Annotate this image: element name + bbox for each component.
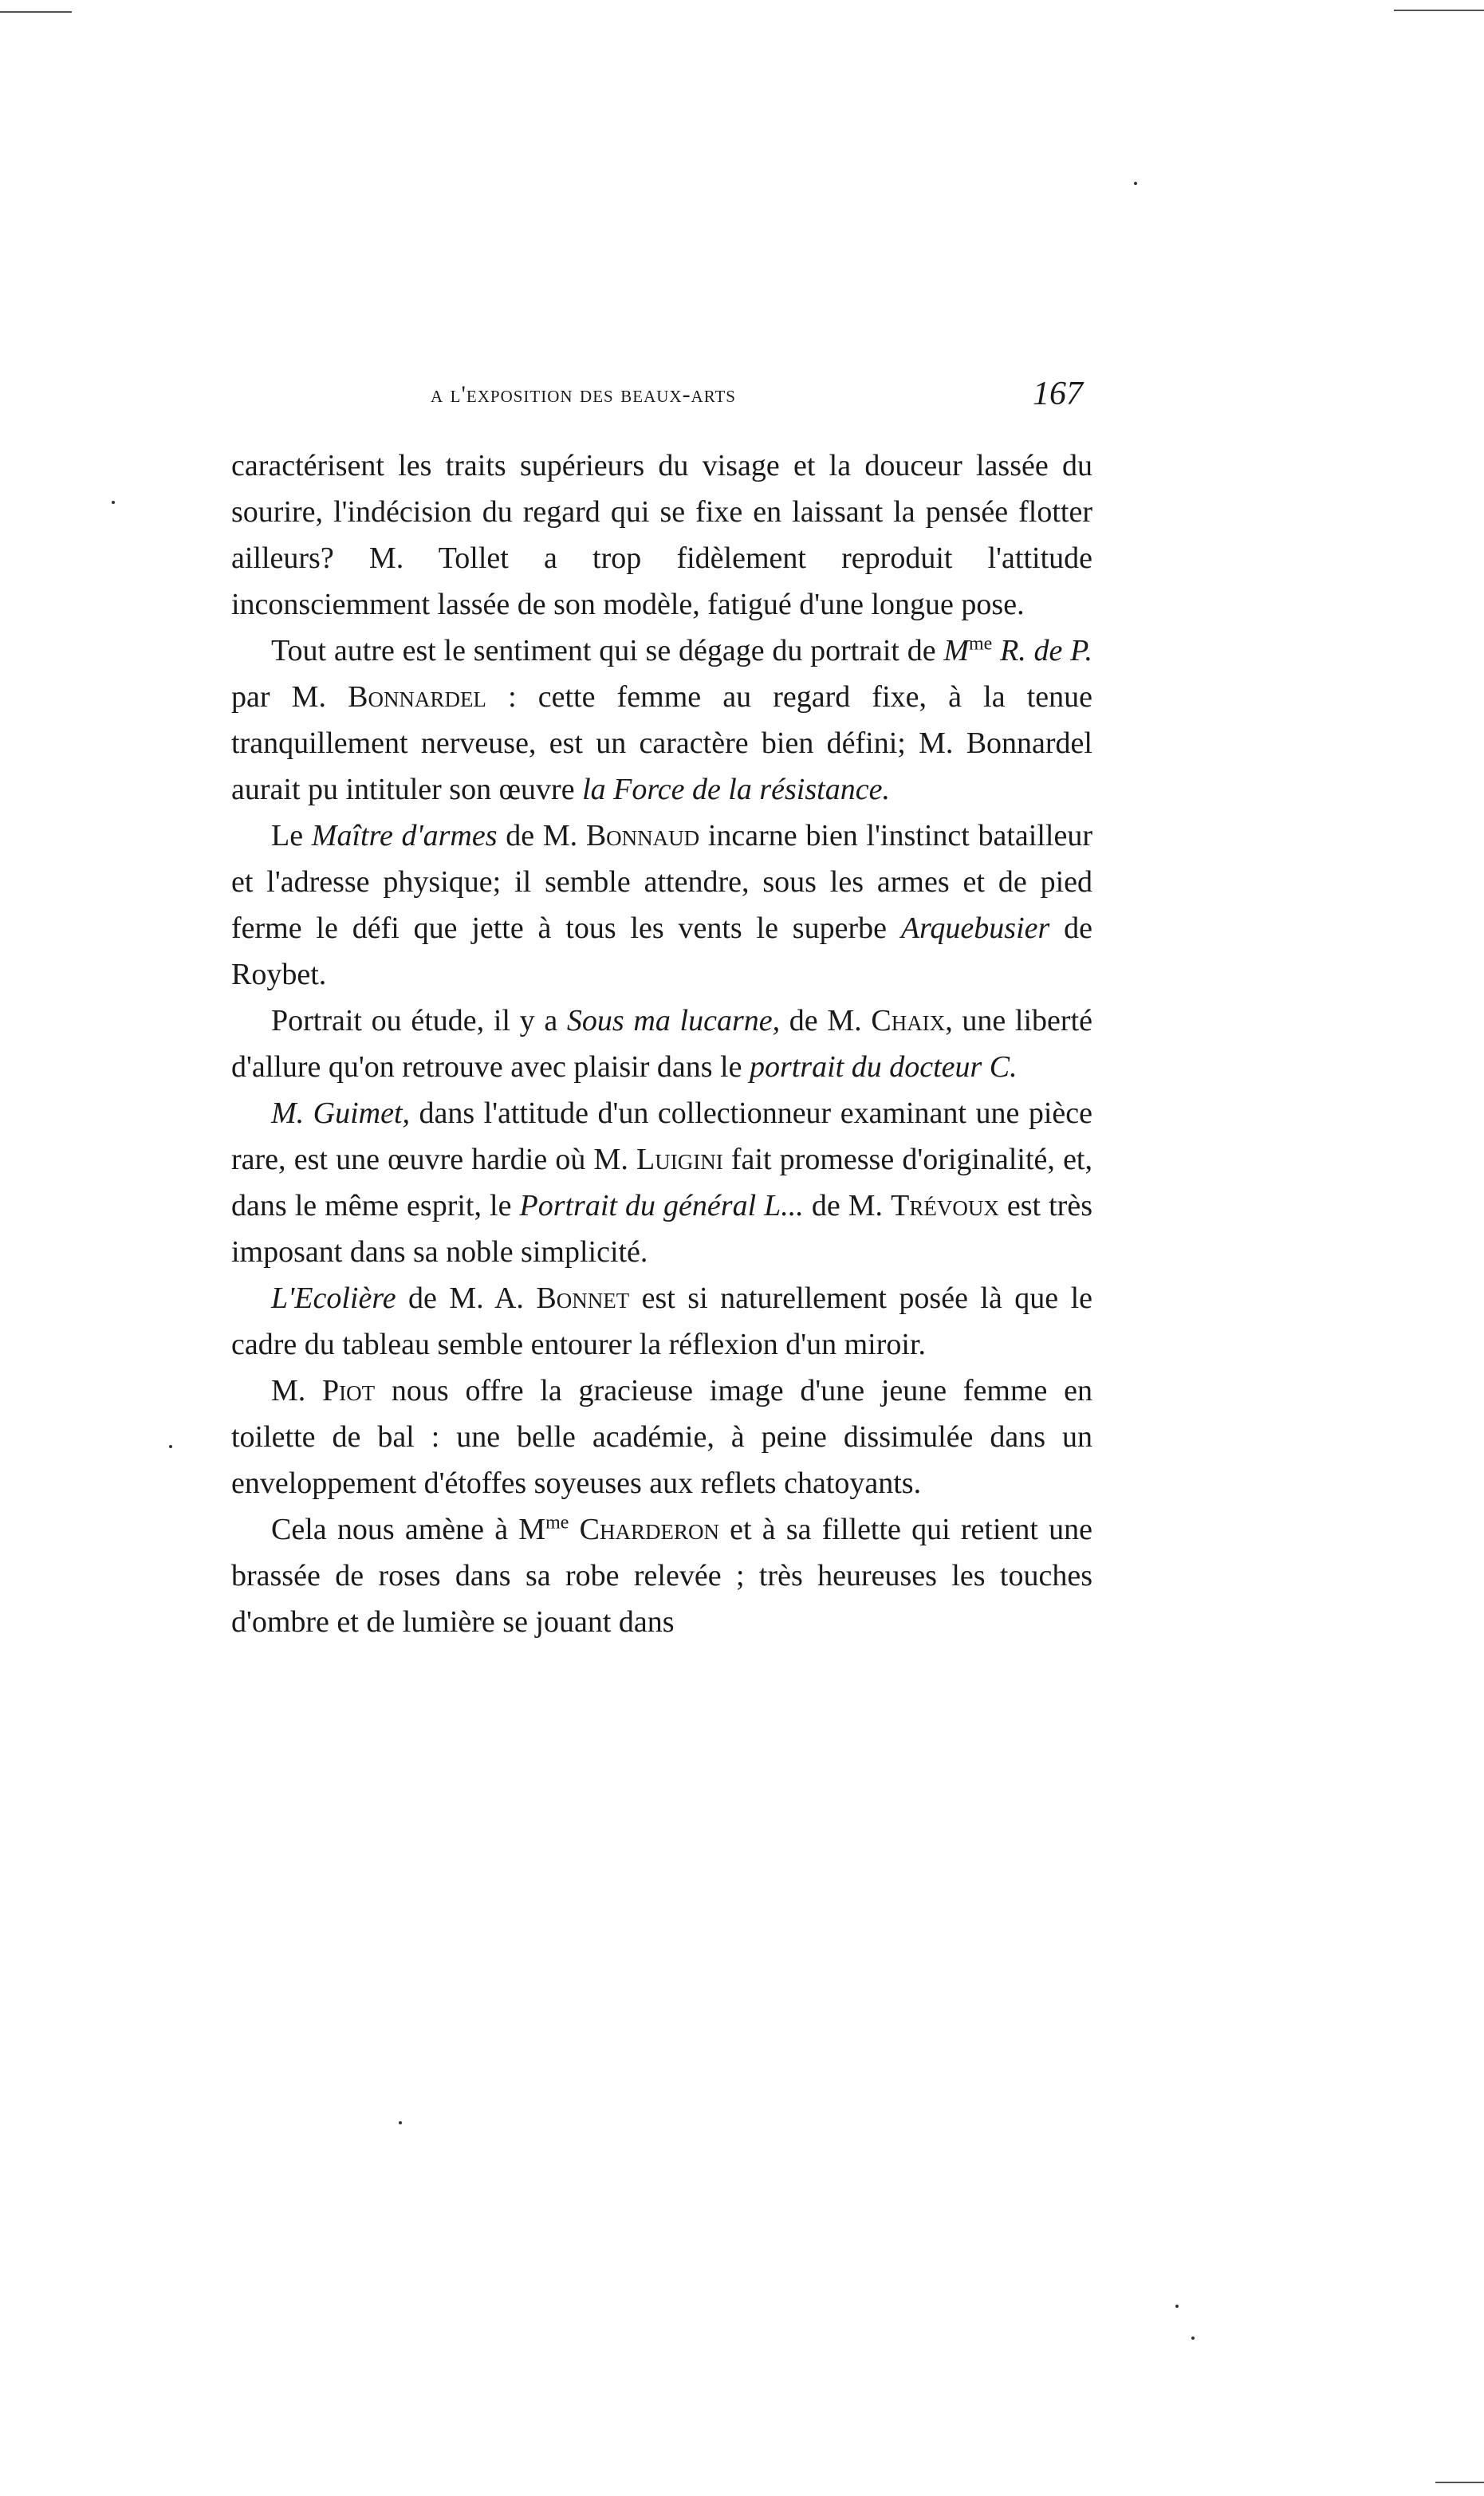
- text-run: de M. A.: [396, 1281, 537, 1315]
- paragraph: [231, 1506, 1092, 1645]
- text-run: M. Guimet,: [271, 1096, 411, 1130]
- paragraph: [231, 628, 1092, 813]
- text-run: caractérisent les traits supérieurs du visage et la douceur lassée du sourire, l'indécision du regard qui se fixe en laissant la pensée flotter ailleurs? M. Tollet a trop fidèlement reproduit l'attitude inconsciemment lassée de son modèle, fatigué d'une longue pose.: [231, 449, 1092, 621]
- text-run: [569, 1513, 579, 1546]
- text-block: [231, 443, 1092, 1645]
- text-run: : cette femme au regard fixe, à la tenue tranquillement nerveuse, est un caractère bien défini; M. Bonnardel aurait pu intituler son œuvre: [231, 680, 1093, 806]
- running-title: a l'exposition des beaux-arts: [431, 381, 736, 407]
- paragraph: [231, 998, 1092, 1090]
- speck: [169, 1445, 172, 1448]
- text-run: Cela nous amène à M: [271, 1513, 546, 1546]
- speck: [1134, 182, 1137, 185]
- speck: [399, 2121, 402, 2124]
- text-run: est très imposant dans sa noble simplicité.: [231, 1189, 1092, 1269]
- speck: [1191, 2337, 1195, 2340]
- top-left-edge-line: [0, 11, 72, 13]
- top-right-edge-line: [1394, 10, 1484, 11]
- text-run: Tout autre est le sentiment qui se dégage du portrait de: [271, 634, 944, 667]
- text-run: dans l'attitude d'un collectionneur examinant une pièce rare, est une œuvre hardie où M.: [231, 1096, 1092, 1176]
- text-run: Arquebusier: [900, 911, 1050, 945]
- text-run: Chaix: [871, 1004, 946, 1037]
- text-run: Portrait ou étude, il y a: [271, 1004, 567, 1037]
- text-run: Portrait du général L...: [519, 1189, 804, 1222]
- running-head: [231, 376, 1092, 429]
- text-run: par M.: [231, 680, 348, 714]
- page-number: 167: [1033, 376, 1083, 412]
- text-run: de M.: [780, 1004, 872, 1037]
- text-run: Luigini: [636, 1143, 723, 1176]
- paragraph: [231, 813, 1092, 998]
- speck: [112, 501, 115, 504]
- text-run: me: [545, 1512, 569, 1533]
- text-run: Maître d'armes: [311, 819, 498, 852]
- text-run: et à sa fillette qui retient une brassée de roses dans sa robe relevée ; très heureuses les touches d'ombre et de lumière se jouant dans: [231, 1513, 1093, 1639]
- text-run: Sous ma lucarne,: [566, 1004, 781, 1037]
- text-run: portrait du docteur C.: [749, 1050, 1018, 1084]
- text-run: , une liberté d'allure qu'on retrouve avec plaisir dans le: [231, 1004, 1092, 1084]
- text-run: de Roybet.: [231, 911, 1093, 991]
- text-run: Bonnaud: [585, 819, 700, 852]
- text-run: Trévoux: [891, 1189, 999, 1222]
- text-run: L'Ecolière: [271, 1281, 396, 1315]
- text-run: de M.: [803, 1189, 892, 1222]
- text-run: de M.: [497, 819, 586, 852]
- text-run: Bonnardel: [348, 680, 486, 714]
- text-run: incarne bien l'instinct batailleur et l'adresse physique; il semble attendre, sous les armes et de pied ferme le défi que jette à tous les vents le superbe: [231, 819, 1092, 945]
- speck: [1175, 2305, 1179, 2308]
- text-run: Bonnet: [536, 1281, 630, 1315]
- paragraph: [231, 443, 1092, 628]
- text-run: Charderon: [579, 1513, 719, 1546]
- text-run: R. de P.: [992, 634, 1092, 667]
- bottom-right-edge-line: [1435, 2482, 1484, 2483]
- text-run: Piot: [322, 1374, 376, 1407]
- text-run: me: [968, 633, 993, 655]
- paragraph: [231, 1275, 1092, 1368]
- paragraph: [231, 1090, 1092, 1275]
- text-run: est si naturellement posée là que le cadre du tableau semble entourer la réflexion d'un miroir.: [231, 1281, 1092, 1361]
- text-run: M.: [271, 1374, 323, 1407]
- paragraph: [231, 1368, 1092, 1506]
- text-run: nous offre la gracieuse image d'une jeune femme en toilette de bal : une belle académie, à peine dissimulée dans un enveloppement d'étoffes soyeuses aux reflets chatoyants.: [231, 1374, 1092, 1500]
- text-run: fait promesse d'originalité, et, dans le même esprit, le: [231, 1143, 1092, 1222]
- text-run: la Force de la résistance.: [582, 773, 890, 806]
- text-run: Le: [271, 819, 312, 852]
- text-run: M: [943, 634, 969, 667]
